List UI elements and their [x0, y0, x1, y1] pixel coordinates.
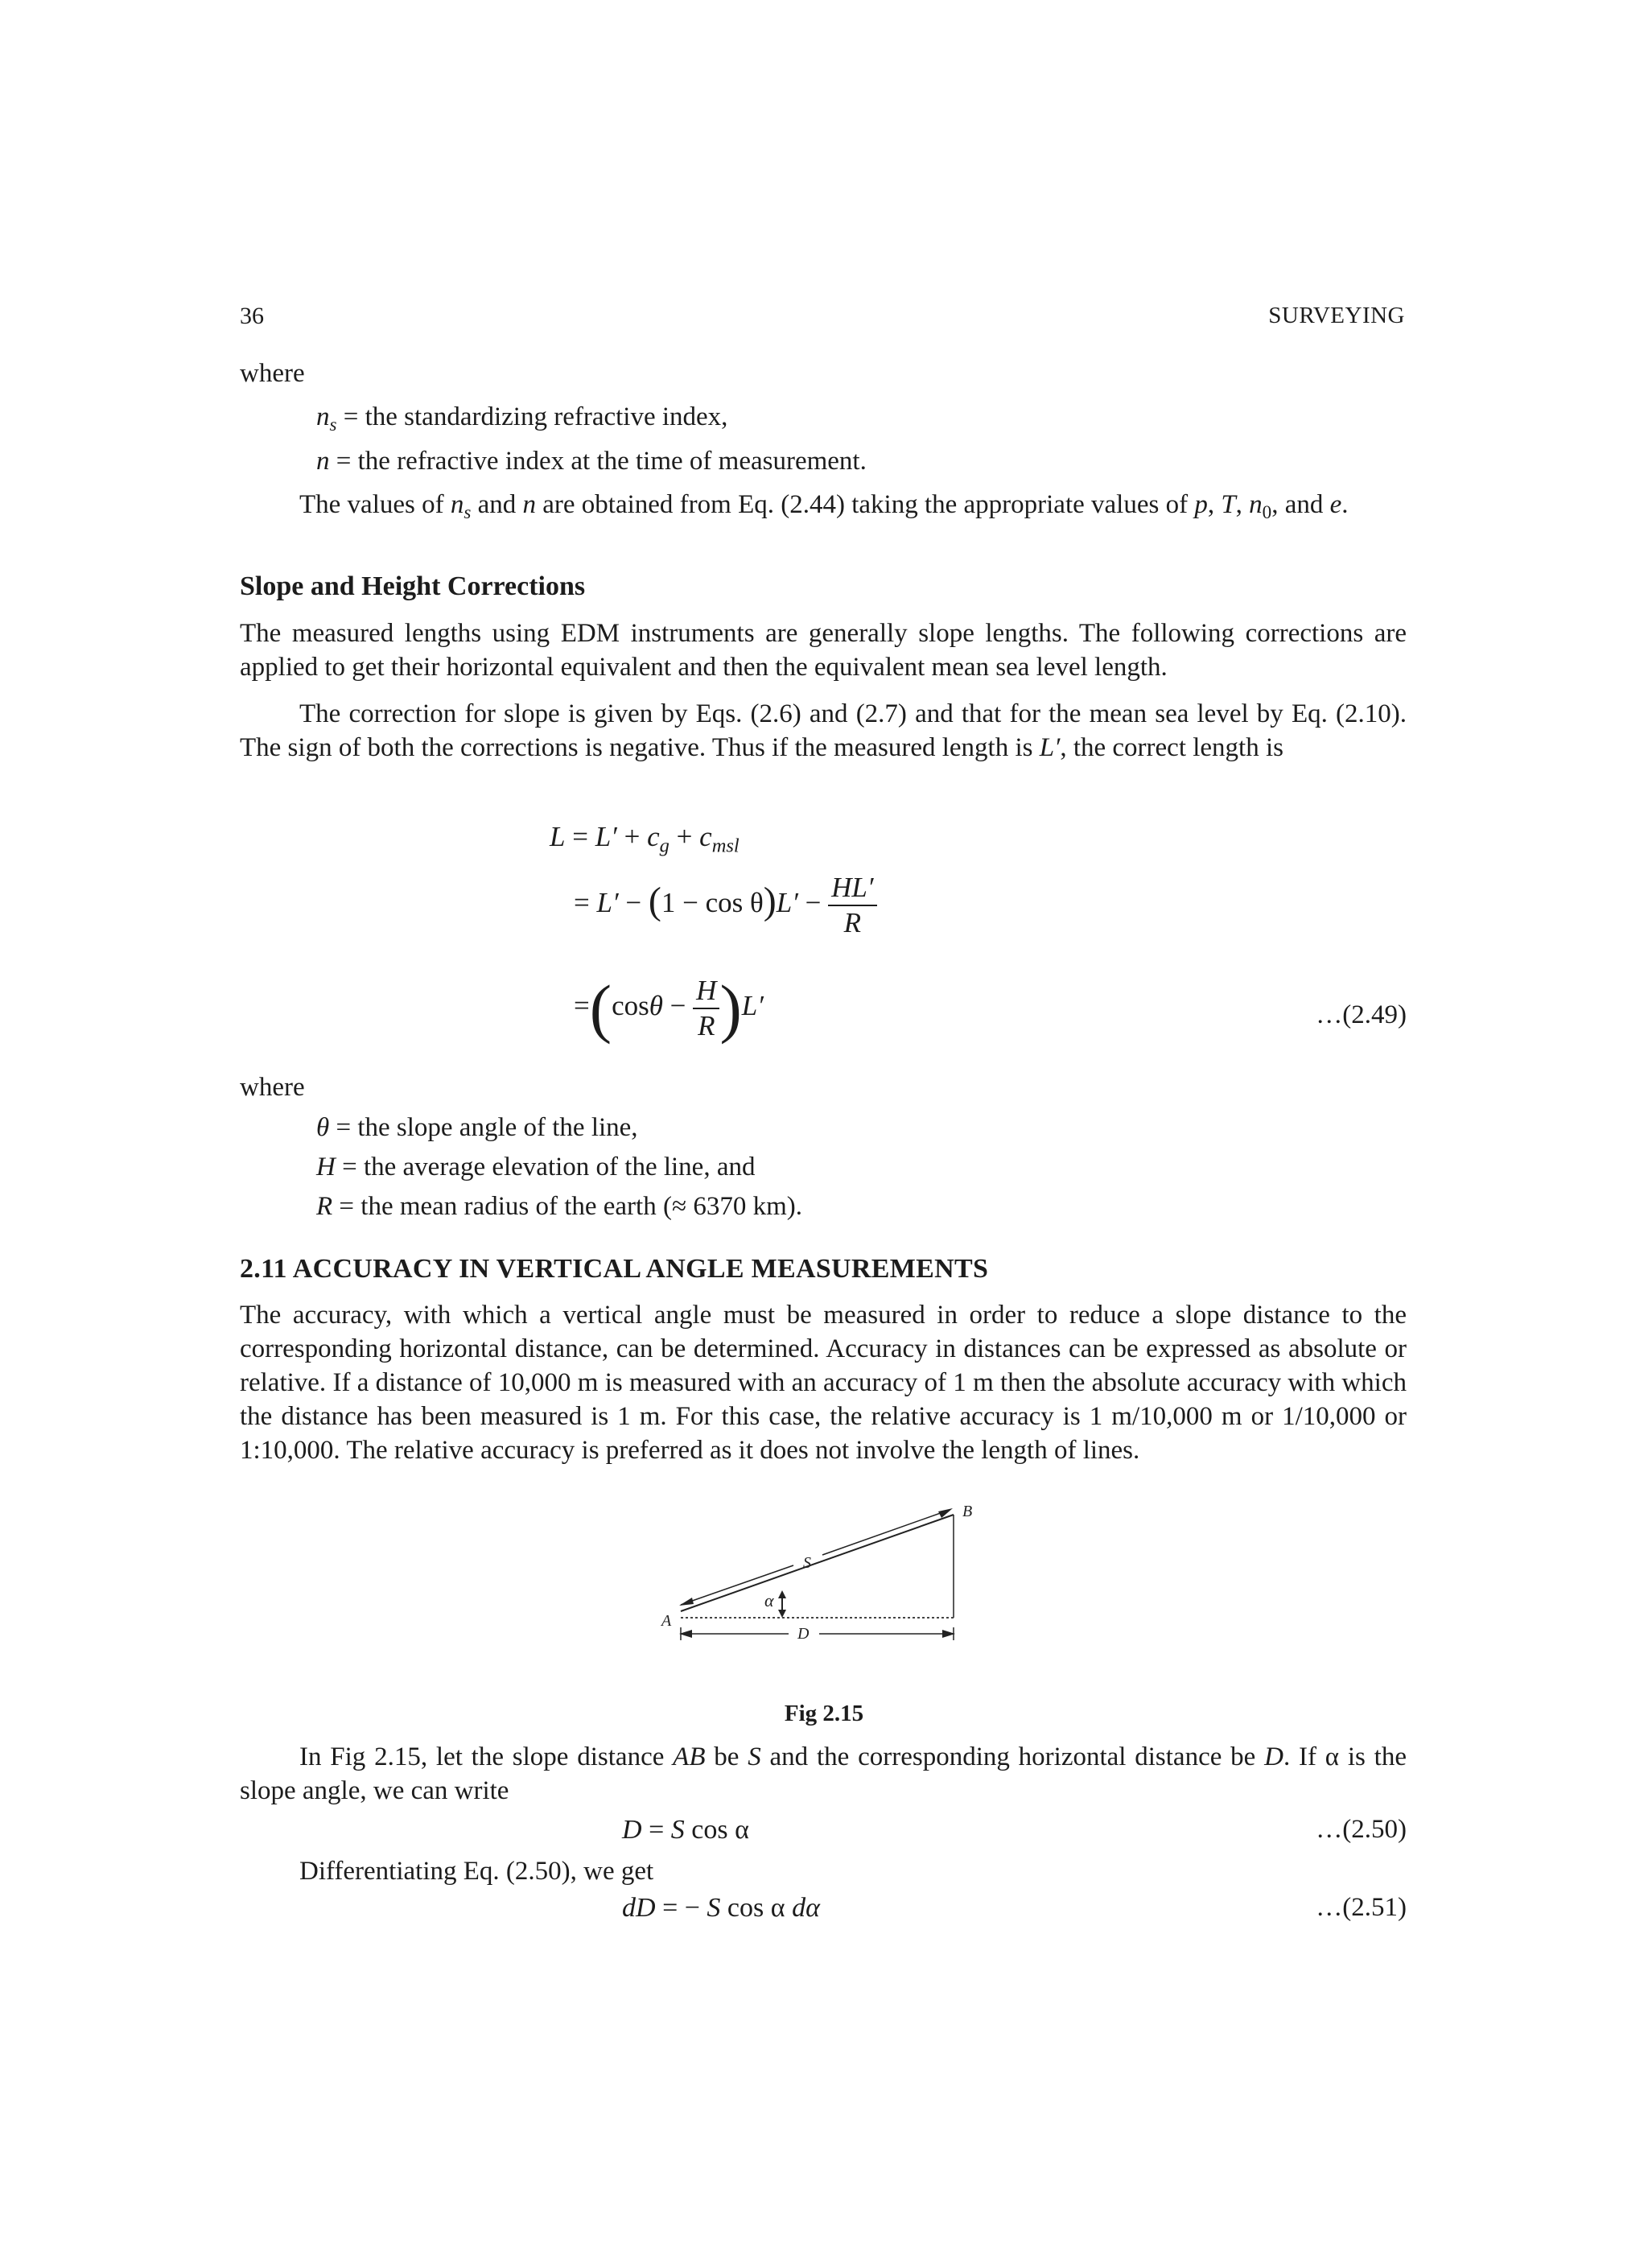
label-s: S	[803, 1554, 811, 1572]
definition-r: R = the mean radius of the earth (≈ 6370 km).	[316, 1192, 802, 1221]
definition-ns: $n_s$ = the standardizing refractive index,	[316, 402, 728, 435]
slope-line	[681, 1515, 954, 1611]
label-alpha: α	[764, 1590, 774, 1610]
label-d: D	[797, 1625, 810, 1643]
fraction-h-over-r: $\frac{H}{R}$	[693, 974, 719, 1043]
definition-h: H = the average elevation of the line, and	[316, 1153, 756, 1181]
figure-caption: Fig 2.15	[784, 1701, 864, 1726]
where-label-2: where	[240, 1073, 305, 1102]
differentiating-paragraph: Differentiating Eq. (2.50), we get	[299, 1857, 654, 1886]
fraction-hl-over-r: $\frac{HL'}{R}$	[828, 871, 876, 940]
definition-theta: θ = the slope angle of the line,	[316, 1113, 638, 1142]
where-label: where	[240, 359, 305, 388]
equation-line-1: $L = L' + c_g + c_{msl}$	[550, 821, 740, 857]
s-dimension-left	[681, 1565, 793, 1605]
equation-number-2-51: …(2.51)	[1316, 1893, 1407, 1922]
equation-2-51: dD = − S cos α dα	[622, 1893, 820, 1923]
page-number: 36	[240, 303, 264, 329]
s-dimension-right	[822, 1510, 950, 1555]
equation-number-2-49: …(2.49)	[1316, 1000, 1407, 1029]
slope-heading: Slope and Height Corrections	[240, 571, 586, 601]
alpha-arrow-head-bottom	[778, 1610, 786, 1618]
equation-line-3: =(cosθ − $\frac{H}{R}$ )L′	[574, 971, 764, 1045]
label-a: A	[661, 1612, 672, 1630]
slope-paragraph-1: The measured lengths using EDM instruments are generally slope lengths. The following corrections are applied to get their horizontal equivalent and then the equivalent mean sea level length.	[240, 619, 1407, 682]
equation-number-2-50: …(2.50)	[1316, 1815, 1407, 1844]
accuracy-paragraph: The accuracy, with which a vertical angle must be measured in order to reduce a slope distance to the corresponding horizontal distance, can be determined. Accuracy in distances can be expressed as absolute or relative. If a distance of 10,000 m is measured with an accuracy of 1 m then the absolute accuracy with which the distance has been measured is 1 m. For this case, the relative accuracy is 1 m/10,000 m or 1/10,000 or 1:10,000. The relative accuracy is preferred as it does not involve the length of lines.	[240, 1301, 1407, 1465]
values-paragraph: The values of $n_s$ and n are obtained from Eq. (2.44) taking the appropriate values of p, T, $n_0$, and e.	[299, 490, 1349, 522]
s-arrow-left	[679, 1598, 694, 1606]
running-head: SURVEYING	[1268, 303, 1405, 328]
slope-paragraph-2: The correction for slope is given by Eqs. (2.6) and (2.7) and that for the mean sea level by Eq. (2.10). The sign of both the corrections is negative. Thus if the measured length is L′, the correct length is	[240, 699, 1407, 762]
alpha-arrow-head-top	[778, 1590, 786, 1598]
definition-n: n = the refractive index at the time of measurement.	[316, 447, 867, 476]
figure-2-15	[644, 1497, 998, 1650]
equation-2-50: D = S cos α	[622, 1815, 749, 1845]
figure-paragraph: In Fig 2.15, let the slope distance AB be S and the corresponding horizontal distance be D. If α is the slope angle, we can write	[240, 1742, 1407, 1805]
equation-line-2: = L′ − (1 − cos θ)L′ − $\frac{HL'}{R}$	[574, 871, 877, 940]
label-b: B	[962, 1503, 973, 1520]
section-heading: 2.11 ACCURACY IN VERTICAL ANGLE MEASUREMENTS	[240, 1254, 989, 1284]
